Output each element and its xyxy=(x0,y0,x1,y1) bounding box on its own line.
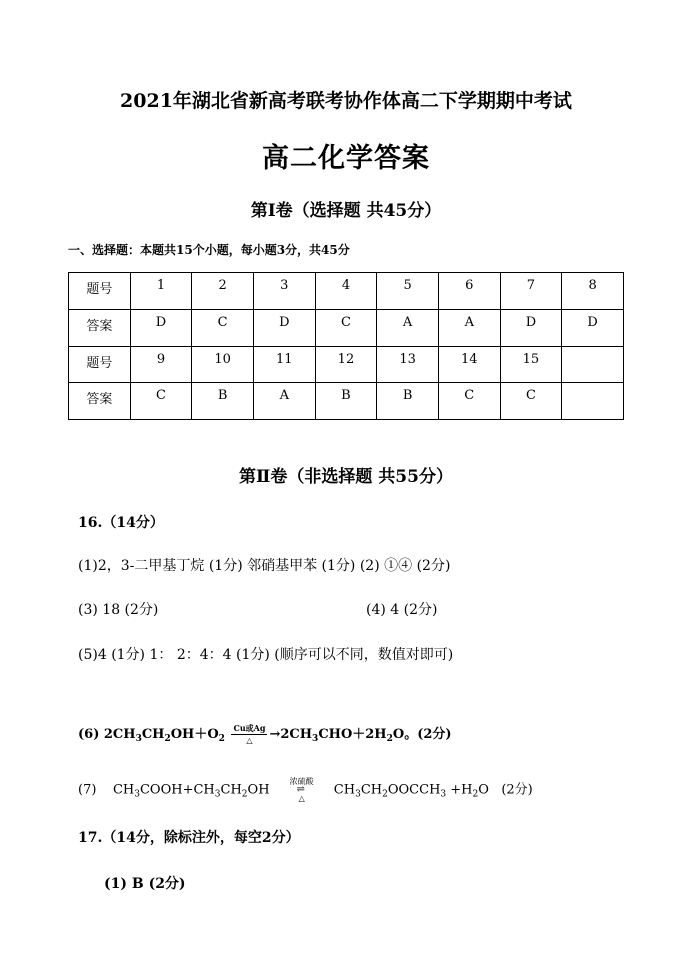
answer-cell: C xyxy=(315,309,377,346)
question-number: 7 xyxy=(500,273,562,310)
condition-catalyst: 浓硫酸 xyxy=(289,777,314,786)
question-number: 5 xyxy=(377,273,439,310)
equation-7-label: (7) xyxy=(78,782,97,798)
answer-cell: B xyxy=(192,383,254,420)
row-label-number: 题号 xyxy=(69,273,131,310)
exam-title: 2021年湖北省新高考联考协作体高二下学期期中考试 xyxy=(120,90,572,112)
answer-cell: A xyxy=(253,383,315,420)
q16-equation-7: (7) $CH_3COOH+CH_3CH_2OH$ 浓硫酸 ⇌ △ $CH_3CH_2OOCCH_3 +H_2O$ (2分) xyxy=(78,777,533,803)
part1-title: 第Ⅰ卷（选择题 共45分） xyxy=(250,201,442,221)
question-number: 4 xyxy=(315,273,377,310)
equation-6-score: 。(2分) xyxy=(404,727,452,742)
row-label-number: 题号 xyxy=(69,346,131,383)
answer-cell: C xyxy=(192,309,254,346)
answer-cell: A xyxy=(377,309,439,346)
answer-cell: C xyxy=(438,383,500,420)
question-number: 6 xyxy=(438,273,500,310)
answer-cell: C xyxy=(130,383,192,420)
question-number xyxy=(562,346,624,383)
question-number: 10 xyxy=(192,346,254,383)
question-number: 13 xyxy=(377,346,439,383)
part2-title: 第Ⅱ卷（非选择题 共55分） xyxy=(239,467,453,487)
equilibrium-arrow-icon: ⇌ xyxy=(296,784,307,795)
subject-title: 高二化学答案 xyxy=(262,143,430,174)
question-number: 1 xyxy=(130,273,192,310)
q16-line-1: (1)2，3-二甲基丁烷 (1分) 邻硝基甲苯 (1分) (2) ①④ (2分) xyxy=(78,558,451,574)
q16-line-5: (5)4 (1分) 1： 2：4：4 (1分) (顺序可以不同，数值对即可) xyxy=(78,647,454,663)
answer-cell: C xyxy=(500,383,562,420)
table-row xyxy=(69,346,624,383)
q16-heading: 16.（14分） xyxy=(78,515,164,531)
question-number: 12 xyxy=(315,346,377,383)
answer-cell: D xyxy=(562,309,624,346)
answer-cell: B xyxy=(377,383,439,420)
section-note: 一、选择题：本题共15个小题，每小题3分，共45分 xyxy=(68,243,350,257)
answer-cell xyxy=(562,383,624,420)
answer-cell: D xyxy=(253,309,315,346)
q16-line-3: (3) 18 (2分) xyxy=(78,602,159,618)
equilibrium-condition xyxy=(276,777,328,803)
q16-equation-6: (6) $2CH_3CH_2OH+O_2$ Cu或Ag △ $\to 2CH_3CHO+2H_2O$。(2分) xyxy=(78,723,452,745)
answer-table xyxy=(68,272,624,420)
row-label-answer: 答案 xyxy=(69,383,131,420)
question-number: 2 xyxy=(192,273,254,310)
question-number: 3 xyxy=(253,273,315,310)
answer-cell: B xyxy=(315,383,377,420)
condition-catalyst: Cu或Ag xyxy=(233,723,266,733)
question-number: 11 xyxy=(253,346,315,383)
q16-line-4: (4) 4 (2分) xyxy=(366,602,438,618)
condition-heat: △ xyxy=(246,735,253,745)
question-number: 8 xyxy=(562,273,624,310)
answer-cell: A xyxy=(438,309,500,346)
answer-cell: D xyxy=(130,309,192,346)
answer-cell: D xyxy=(500,309,562,346)
condition-heat: △ xyxy=(298,794,305,803)
q17-line-1: (1) B (2分) xyxy=(104,876,186,892)
question-number: 14 xyxy=(438,346,500,383)
question-number: 9 xyxy=(130,346,192,383)
q17-heading: 17.（14分，除标注外，每空2分） xyxy=(78,830,300,846)
table-row xyxy=(69,383,624,420)
question-number: 15 xyxy=(500,346,562,383)
equation-7-score: (2分) xyxy=(501,782,533,798)
row-label-answer: 答案 xyxy=(69,309,131,346)
table-row xyxy=(69,309,624,346)
reaction-condition xyxy=(231,724,267,745)
table-row xyxy=(69,273,624,310)
